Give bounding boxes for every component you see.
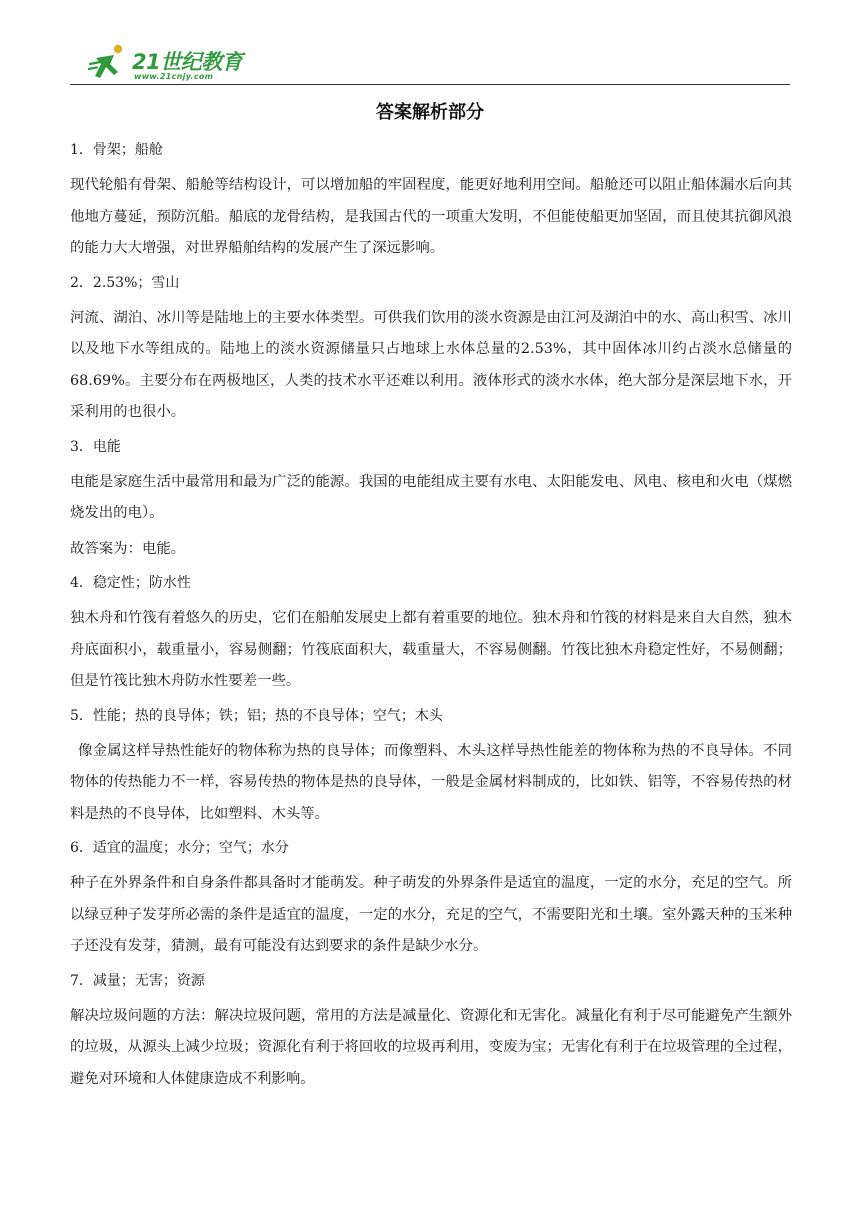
answer-text: 减量；无害；资源 bbox=[92, 972, 205, 989]
question-answer-line bbox=[70, 834, 792, 862]
answer-text: 性能；热的良导体；铁；铝；热的不良导体；空气；木头 bbox=[92, 707, 443, 724]
question-answer-line bbox=[70, 702, 792, 730]
answer-item bbox=[70, 269, 792, 429]
explanation-paragraph: 河流、湖泊、冰川等是陆地上的主要水体类型。可供我们饮用的淡水资源是由江河及湖泊中的水、高山积雪、冰川以及地下水等组成的。陆地上的淡水资源储量只占地球上水体总量的2.53%，其中固体冰川约占淡水总储量的68.69%。主要分布在两极地区，人类的技术水平还难以利用。液体形式的淡水水体，绝大部分是深层地下水，开采利用的也很小。 bbox=[70, 309, 792, 420]
question-number: 7． bbox=[70, 972, 93, 989]
question-answer-line bbox=[70, 269, 792, 297]
answer-text: 稳定性；防水性 bbox=[92, 575, 191, 591]
answer-list bbox=[70, 136, 792, 1099]
question-answer-line bbox=[70, 136, 792, 164]
answer-item bbox=[70, 702, 792, 831]
answer-text: 适宜的温度；水分；空气；水分 bbox=[92, 840, 289, 856]
answer-item bbox=[70, 967, 792, 1096]
question-answer-line bbox=[70, 569, 792, 597]
page-header bbox=[70, 40, 790, 88]
question-number: 3． bbox=[70, 438, 93, 455]
question-number: 5． bbox=[70, 707, 93, 724]
explanation-paragraph: 现代轮船有骨架、船舱等结构设计，可以增加船的牢固程度，能更好地利用空间。船舱还可以阻止船体漏水后向其他地方蔓延，预防沉船。船底的龙骨结构，是我国古代的一项重大发明，不但能使船更加坚固，而且使其抗御风浪的能力大大增强，对世界船舶结构的发展产生了深远影响。 bbox=[70, 177, 792, 256]
explanation-paragraph: 故答案为：电能。 bbox=[70, 540, 186, 557]
explanation-paragraph: 解决垃圾问题的方法：解决垃圾问题，常用的方法是减量化、资源化和无害化。减量化有利于尽可能避免产生额外的垃圾，从源头上减少垃圾；资源化有利于将回收的垃圾再利用，变废为宝；无害化有利于在垃圾管理的全过程，避免对环境和人体健康造成不利影响。 bbox=[70, 1007, 792, 1087]
answer-item bbox=[70, 569, 792, 698]
question-number: 6． bbox=[70, 840, 93, 856]
logo-text: 21世纪教育 bbox=[132, 50, 243, 74]
header-divider bbox=[70, 84, 790, 85]
explanation-paragraph: 电能是家庭生活中最常用和最为广泛的能源。我国的电能组成主要有水电、太阳能发电、风电、核电和火电（煤燃烧发出的电）。 bbox=[70, 473, 792, 521]
question-answer-line bbox=[70, 967, 792, 995]
question-number: 4． bbox=[70, 575, 93, 591]
answer-text: 电能 bbox=[92, 438, 121, 455]
question-number: 1． bbox=[70, 142, 93, 158]
answer-item bbox=[70, 834, 792, 963]
question-answer-line bbox=[70, 433, 792, 461]
page-title: 答案解析部分 bbox=[376, 102, 484, 123]
answer-text: 骨架；船舱 bbox=[92, 142, 163, 158]
logo-url: www.21cnjy.com bbox=[134, 72, 214, 81]
question-number: 2． bbox=[70, 274, 93, 291]
explanation-paragraph: 种子在外界条件和自身条件都具备时才能萌发。种子萌发的外界条件是适宜的温度，一定的水分，充足的空气。所以绿豆种子发芽所必需的条件是适宜的温度，一定的水分，充足的空气，不需要阳光和土壤。室外露天种的玉米种子还没有发芽，猜测，最有可能没有达到要求的条件是缺少水分。 bbox=[70, 875, 792, 954]
answer-text: 2.53%；雪山 bbox=[92, 274, 180, 291]
explanation-paragraph: 独木舟和竹筏有着悠久的历史，它们在船舶发展史上都有着重要的地位。独木舟和竹筏的材料是来自大自然，独木舟底面积小，载重量小，容易侧翻；竹筏底面积大，载重量大，不容易侧翻。竹筏比独木舟稳定性好，不易侧翻；但是竹筏比独木舟防水性要差一些。 bbox=[70, 610, 792, 689]
site-logo[interactable] bbox=[88, 40, 288, 86]
answer-item bbox=[70, 433, 792, 566]
running-figure-icon bbox=[88, 42, 132, 82]
explanation-paragraph: 像金属这样导热性能好的物体称为热的良导体；而像塑料、木头这样导热性能差的物体称为热的不良导体。不同物体的传热能力不一样，容易传热的物体是热的良导体，一般是金属材料制成的，比如铁、铝等，不容易传热的材料是热的不良导体，比如塑料、木头等。 bbox=[70, 742, 792, 822]
answer-item bbox=[70, 136, 792, 265]
